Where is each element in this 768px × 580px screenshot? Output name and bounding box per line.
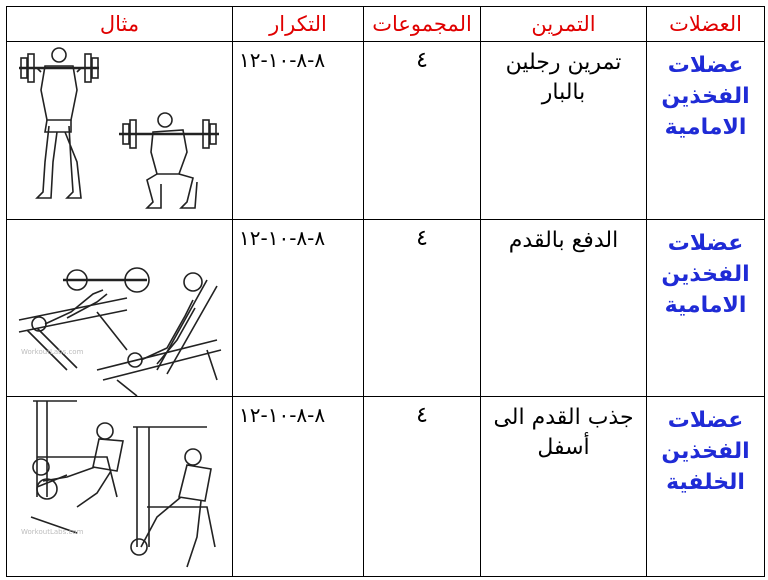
muscle-label: عضلات الفخذين الامامية [661,53,750,141]
table-row [7,219,765,397]
exercise-cell [481,219,647,397]
header-row [7,7,765,42]
sets-value: ٤ [416,225,428,251]
reps-value: ٨-٨-١٠-١٢ [239,225,326,250]
muscle-cell [647,42,765,220]
sets-value: ٤ [416,403,428,429]
muscle-cell [647,219,765,397]
exercise-label: جذب القدم الى أسفل [493,405,634,461]
example-cell [7,42,233,220]
reps-cell [233,219,364,397]
header-exercise: التمرين [481,7,647,42]
exercise-cell [481,42,647,220]
muscle-cell [647,397,765,577]
example-cell [7,219,233,397]
example-cell [7,397,233,577]
muscle-label: عضلات الفخذين الامامية [661,230,750,318]
table-row [7,42,765,220]
header-muscles: العضلات [647,7,765,42]
sets-value: ٤ [416,48,428,74]
leg-press-figure [7,220,232,397]
muscle-label: عضلات الفخذين الخلفية [661,408,750,496]
header-sets: المجموعات [364,7,481,42]
reps-value: ٨-٨-١٠-١٢ [239,403,326,428]
header-example: مثال [7,7,233,42]
workout-table [6,6,765,577]
watermark: WorkoutLabs.com [21,528,84,536]
reps-cell [233,397,364,577]
barbell-squat-figure [7,42,232,219]
watermark: WorkoutLabs.com [21,348,84,357]
table-row [7,397,765,577]
sets-cell [364,219,481,397]
exercise-label: الدفع بالقدم [508,227,619,253]
leg-curl-machine-figure [7,397,232,576]
reps-cell [233,42,364,220]
exercise-label: تمرين رجلين بالبار [505,50,622,106]
exercise-cell [481,397,647,577]
sets-cell [364,397,481,577]
reps-value: ٨-٨-١٠-١٢ [239,48,326,73]
sets-cell [364,42,481,220]
header-reps: التكرار [233,7,364,42]
